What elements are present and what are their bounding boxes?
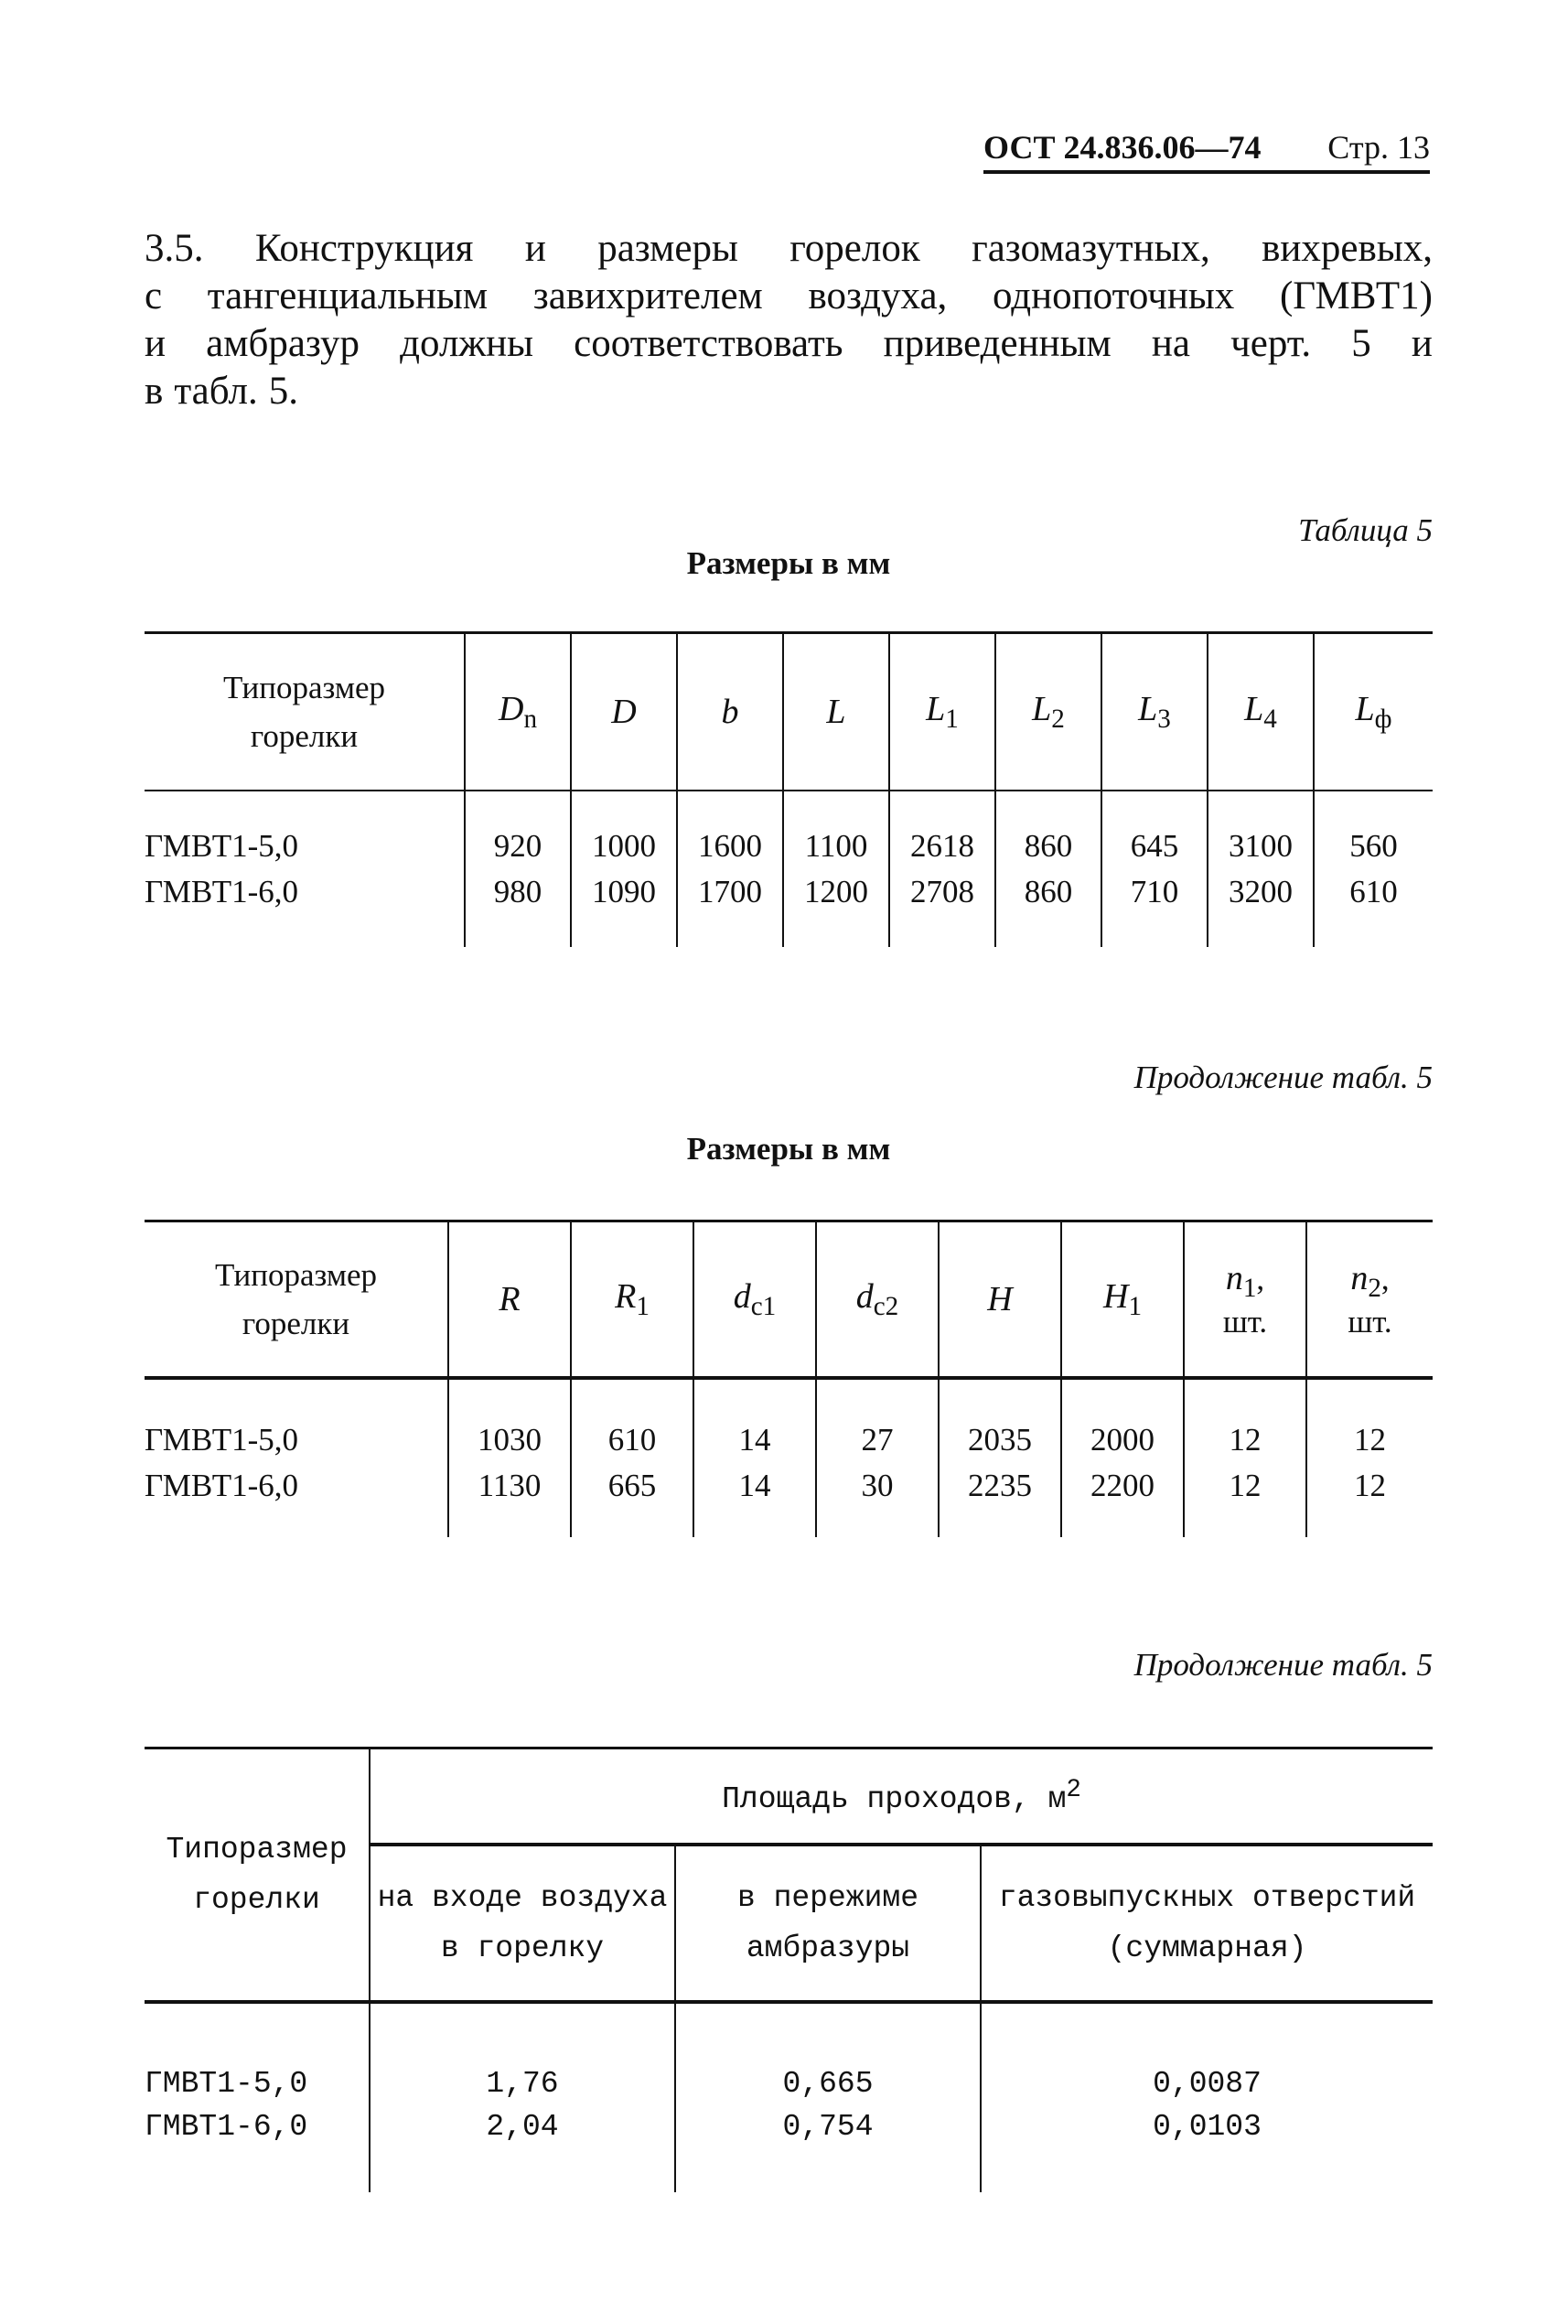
- header-line: горелки: [242, 1306, 350, 1341]
- paragraph-word: на: [1151, 322, 1191, 365]
- paragraph-word: тангенциальным: [207, 274, 489, 317]
- header-line: в пережиме: [736, 1881, 919, 1915]
- column-header-symbol: [448, 1221, 571, 1379]
- symbol-base: H: [987, 1280, 1013, 1318]
- table-cell: 980: [465, 870, 571, 947]
- paragraph-3-5: [145, 225, 1433, 415]
- table-cell: 1700: [677, 870, 783, 947]
- paragraph-word: и: [1411, 322, 1433, 365]
- table-5-cont2-group-row: [145, 1748, 1433, 1845]
- table-cell: 2708: [889, 870, 995, 947]
- column-header-symbol: [1061, 1221, 1184, 1379]
- paragraph-word: однопоточных: [993, 274, 1235, 317]
- table-row: [145, 2002, 1433, 2106]
- header-line: газовыпускных отверстий: [998, 1881, 1416, 1915]
- table-cell: 645: [1101, 791, 1208, 870]
- row-name: ГМВТ1-6,0: [145, 2110, 308, 2144]
- table-cell: 2235: [939, 1464, 1061, 1537]
- table-row: [145, 791, 1433, 870]
- table-cell: 860: [995, 791, 1101, 870]
- table-5-cont1-caption: Продолжение табл. 5: [1133, 1060, 1433, 1095]
- document-code: ОСТ 24.836.06—74: [983, 129, 1262, 166]
- table-5-cont1-units: Размеры в мм: [686, 1131, 891, 1167]
- header-line: (суммарная): [1107, 1931, 1307, 1965]
- column-header-symbol: [1208, 633, 1314, 791]
- table-row: [145, 870, 1433, 947]
- table-cell: 12: [1184, 1464, 1306, 1537]
- table-cell: 665: [571, 1464, 693, 1537]
- paragraph-word: 3.5.: [145, 227, 204, 270]
- symbol-base: n: [1225, 1259, 1243, 1297]
- column-header-symbol: [571, 633, 677, 791]
- column-header-symbol: [1314, 633, 1433, 791]
- table-cell: 2,04: [370, 2106, 675, 2192]
- table-5-cont1-header-row: [145, 1221, 1433, 1379]
- column-header-size: [145, 1748, 370, 2003]
- header-line: горелки: [193, 1883, 320, 1917]
- symbol-subscript: 2: [1051, 705, 1065, 734]
- symbol-base: b: [721, 693, 739, 731]
- column-header-symbol: [571, 1221, 693, 1379]
- table-cell: 1600: [677, 791, 783, 870]
- symbol-base: L: [926, 690, 946, 728]
- header-line: горелки: [250, 718, 359, 754]
- paragraph-word: воздуха,: [808, 274, 948, 317]
- symbol-base: L: [1355, 690, 1375, 728]
- paragraph-word: табл.: [174, 370, 258, 413]
- paragraph-word: амбразур: [206, 322, 360, 365]
- table-cell: 0,0087: [981, 2002, 1433, 2106]
- column-header-area-3: [981, 1845, 1433, 2002]
- table-5-cont1: [145, 1220, 1433, 1537]
- header-line: Типоразмер: [214, 1257, 378, 1293]
- table-cell: 1030: [448, 1378, 571, 1464]
- page-header: [983, 128, 1430, 176]
- symbol-subscript: 3: [1157, 705, 1171, 734]
- paragraph-word: Конструкция: [254, 227, 474, 270]
- symbol-base: H: [1102, 1277, 1129, 1316]
- paragraph-line: [145, 225, 1433, 273]
- paragraph-word: должны: [400, 322, 534, 365]
- column-header-symbol: [677, 633, 783, 791]
- row-name: ГМВТ1-6,0: [145, 874, 299, 909]
- table-cell: 610: [1314, 870, 1433, 947]
- paragraph-word: соответствовать: [574, 322, 843, 365]
- table-row: [145, 1378, 1433, 1464]
- table-5-caption: Таблица 5: [1298, 512, 1433, 548]
- column-header-area-2: [675, 1845, 981, 2002]
- column-header-symbol: [816, 1221, 939, 1379]
- symbol-subscript: c1: [750, 1292, 777, 1321]
- symbol-unit: шт.: [1222, 1304, 1268, 1340]
- symbol-subscript: c2: [873, 1292, 899, 1321]
- column-header-symbol: [465, 633, 571, 791]
- table-cell: 920: [465, 791, 571, 870]
- table-cell: 0,0103: [981, 2106, 1433, 2192]
- paragraph-word: в: [145, 370, 164, 413]
- paragraph-word: черт.: [1230, 322, 1312, 365]
- symbol-separator: ,: [1380, 1261, 1390, 1296]
- table-cell: 2200: [1061, 1464, 1184, 1537]
- table-cell: 1090: [571, 870, 677, 947]
- header-rule: [983, 170, 1430, 174]
- column-header-symbol: [1306, 1221, 1433, 1379]
- table-row: [145, 1464, 1433, 1537]
- table-row: [145, 2106, 1433, 2192]
- table-5-cont2: [145, 1747, 1433, 2192]
- column-header-symbol: [1184, 1221, 1306, 1379]
- table-cell: 12: [1306, 1464, 1433, 1537]
- table-5-units: Размеры в мм: [686, 545, 891, 581]
- table-cell: 0,754: [675, 2106, 981, 2192]
- table-cell: 0,665: [675, 2002, 981, 2106]
- table-cell: 610: [571, 1378, 693, 1464]
- paragraph-word: и: [145, 322, 166, 365]
- symbol-base: L: [1244, 690, 1264, 728]
- symbol-base: n: [1350, 1259, 1369, 1297]
- page-number: Стр. 13: [1327, 129, 1430, 166]
- symbol-base: L: [826, 693, 846, 731]
- row-name: ГМВТ1-5,0: [145, 828, 299, 864]
- table-cell: 12: [1306, 1378, 1433, 1464]
- column-header-area-1: [370, 1845, 675, 2002]
- symbol-base: D: [611, 693, 637, 731]
- header-line: в горелку: [440, 1931, 605, 1965]
- table-cell: 1130: [448, 1464, 571, 1537]
- paragraph-word: приведенным: [883, 322, 1112, 365]
- table-cell: 1200: [783, 870, 889, 947]
- paragraph-word: и: [524, 227, 546, 270]
- table-cell: 1000: [571, 791, 677, 870]
- symbol-subscript: 2: [1368, 1274, 1381, 1303]
- table-cell: 2000: [1061, 1378, 1184, 1464]
- symbol-subscript: n: [523, 705, 538, 734]
- table-5: [145, 631, 1433, 947]
- table-cell: 710: [1101, 870, 1208, 947]
- header-line: на входе воздуха: [377, 1881, 668, 1915]
- paragraph-word: (ГМВТ1): [1279, 274, 1433, 317]
- table-cell: 1100: [783, 791, 889, 870]
- group-header-sup: 2: [1066, 1776, 1081, 1804]
- table-5-header-row: [145, 633, 1433, 791]
- paragraph-line: [145, 273, 1433, 320]
- paragraph-word: вихревых,: [1262, 227, 1433, 270]
- table-cell: 2618: [889, 791, 995, 870]
- column-header-symbol: [889, 633, 995, 791]
- header-line: Типоразмер: [222, 670, 386, 705]
- paragraph-word: 5: [1351, 322, 1371, 365]
- table-cell: 3200: [1208, 870, 1314, 947]
- symbol-base: d: [855, 1277, 874, 1316]
- table-cell: 12: [1184, 1378, 1306, 1464]
- symbol-base: d: [733, 1277, 751, 1316]
- table-cell: 560: [1314, 791, 1433, 870]
- header-line: амбразуры: [746, 1931, 910, 1965]
- column-header-symbol: [693, 1221, 816, 1379]
- symbol-base: L: [1032, 690, 1052, 728]
- row-name: ГМВТ1-6,0: [145, 1468, 299, 1503]
- column-group-area: [370, 1748, 1433, 1845]
- column-header-symbol: [939, 1221, 1061, 1379]
- symbol-base: L: [1138, 690, 1158, 728]
- table-cell: 14: [693, 1378, 816, 1464]
- symbol-base: D: [498, 690, 524, 728]
- symbol-subscript: 1: [636, 1292, 650, 1321]
- row-name: ГМВТ1-5,0: [145, 1422, 299, 1458]
- table-cell: 1,76: [370, 2002, 675, 2106]
- column-header-symbol: [995, 633, 1101, 791]
- symbol-subscript: 1: [1242, 1274, 1257, 1303]
- table-cell: 14: [693, 1464, 816, 1537]
- table-cell: 860: [995, 870, 1101, 947]
- paragraph-word: газомазутных,: [972, 227, 1210, 270]
- group-header-text: Площадь проходов, м: [722, 1782, 1067, 1816]
- table-cell: 3100: [1208, 791, 1314, 870]
- table-cell: 27: [816, 1378, 939, 1464]
- paragraph-word: завихрителем: [532, 274, 763, 317]
- symbol-subscript: ф: [1374, 705, 1392, 734]
- paragraph-line: [145, 320, 1433, 368]
- row-name: ГМВТ1-5,0: [145, 2067, 308, 2101]
- paragraph-word: 5.: [268, 370, 298, 413]
- column-header-symbol: [1101, 633, 1208, 791]
- paragraph-word: горелок: [789, 227, 920, 270]
- symbol-base: R: [499, 1280, 521, 1318]
- symbol-subscript: 4: [1263, 705, 1277, 734]
- column-header-size: [145, 1221, 448, 1379]
- column-header-symbol: [783, 633, 889, 791]
- paragraph-line: [145, 368, 1433, 415]
- symbol-subscript: 1: [945, 705, 959, 734]
- table-5-cont2-caption: Продолжение табл. 5: [1133, 1647, 1433, 1683]
- paragraph-word: с: [145, 274, 163, 317]
- paragraph-word: размеры: [597, 227, 738, 270]
- symbol-subscript: 1: [1128, 1292, 1143, 1321]
- column-header-size: [145, 633, 465, 791]
- symbol-unit: шт.: [1348, 1304, 1392, 1340]
- table-cell: 30: [816, 1464, 939, 1537]
- symbol-separator: ,: [1256, 1261, 1265, 1296]
- table-cell: 2035: [939, 1378, 1061, 1464]
- symbol-base: R: [615, 1277, 637, 1316]
- header-line: Типоразмер: [166, 1833, 348, 1867]
